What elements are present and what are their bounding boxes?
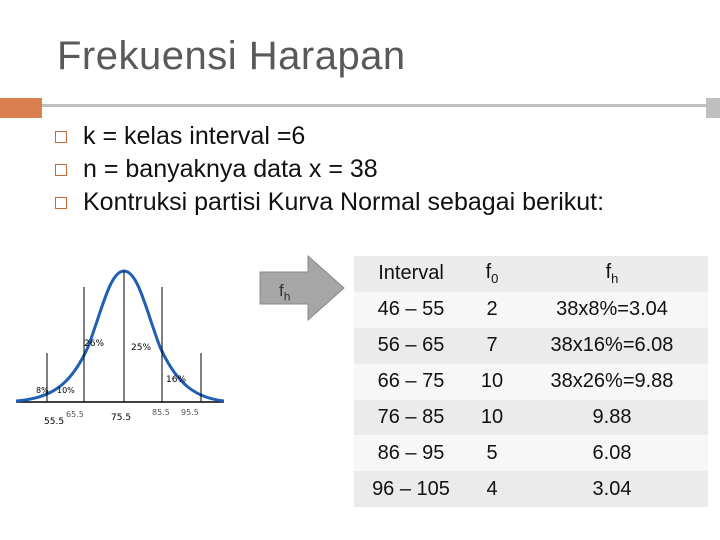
bullet-square-icon (55, 131, 67, 143)
cell-interval: 86 – 95 (354, 435, 468, 471)
cell-interval: 56 – 65 (354, 328, 468, 364)
bullet-square-icon (55, 164, 67, 176)
cell-fh: 38x26%=9.88 (516, 364, 708, 400)
bullet-item (55, 120, 604, 153)
cell-interval: 76 – 85 (354, 400, 468, 436)
table-row (354, 400, 708, 436)
cell-fh: 38x16%=6.08 (516, 328, 708, 364)
percent-label: 25% (131, 343, 152, 353)
table-row (354, 435, 708, 471)
cell-fh: 6.08 (516, 435, 708, 471)
normal-curve-diagram (10, 265, 230, 430)
bullet-text: k = kelas interval =6 (83, 122, 306, 150)
cell-interval: 46 – 55 (354, 292, 468, 328)
cell-interval: 66 – 75 (354, 364, 468, 400)
table-row (354, 328, 708, 364)
cell-f0: 2 (468, 292, 516, 328)
table-header-row (354, 256, 708, 292)
percent-label: 10% (57, 386, 75, 395)
percent-label: 26% (84, 339, 105, 349)
bullet-item (55, 153, 604, 186)
cell-interval: 96 – 105 (354, 471, 468, 507)
cell-f0: 4 (468, 471, 516, 507)
boundary-label: 75.5 (111, 413, 132, 423)
percent-label: 8% (36, 386, 49, 395)
cell-fh: 3.04 (516, 471, 708, 507)
divider-line (42, 104, 707, 107)
arrow-label: $f_h$ (279, 281, 291, 304)
header-interval: Interval (354, 256, 468, 292)
percent-label: 16% (166, 375, 187, 385)
cell-fh: 38x8%=3.04 (516, 292, 708, 328)
cell-f0: 10 (468, 400, 516, 436)
accent-bar (0, 98, 42, 118)
bullet-text: Kontruksi partisi Kurva Normal sebagai berikut: (83, 188, 605, 216)
boundary-label: 55.5 (44, 417, 65, 427)
table-row (354, 364, 708, 400)
cell-f0: 10 (468, 364, 516, 400)
boundary-label: 65.5 (66, 410, 84, 419)
header-f0: $f_0$ (468, 256, 516, 292)
cell-f0: 7 (468, 328, 516, 364)
bullet-item (55, 186, 604, 219)
header-fh: $f_h$ (516, 256, 708, 292)
bullet-text: n = banyaknya data x = 38 (83, 155, 378, 183)
table-row (354, 471, 708, 507)
bullet-list (55, 120, 604, 219)
cell-fh: 9.88 (516, 400, 708, 436)
boundary-label: 85.5 (152, 408, 170, 417)
cell-f0: 5 (468, 435, 516, 471)
right-arrow-icon (258, 254, 346, 322)
table-row (354, 292, 708, 328)
divider-end-block (706, 98, 720, 118)
boundary-label: 95.5 (181, 408, 199, 417)
bullet-square-icon (55, 197, 67, 209)
slide-title: Frekuensi Harapan (57, 34, 406, 78)
expected-frequency-table (354, 256, 708, 507)
